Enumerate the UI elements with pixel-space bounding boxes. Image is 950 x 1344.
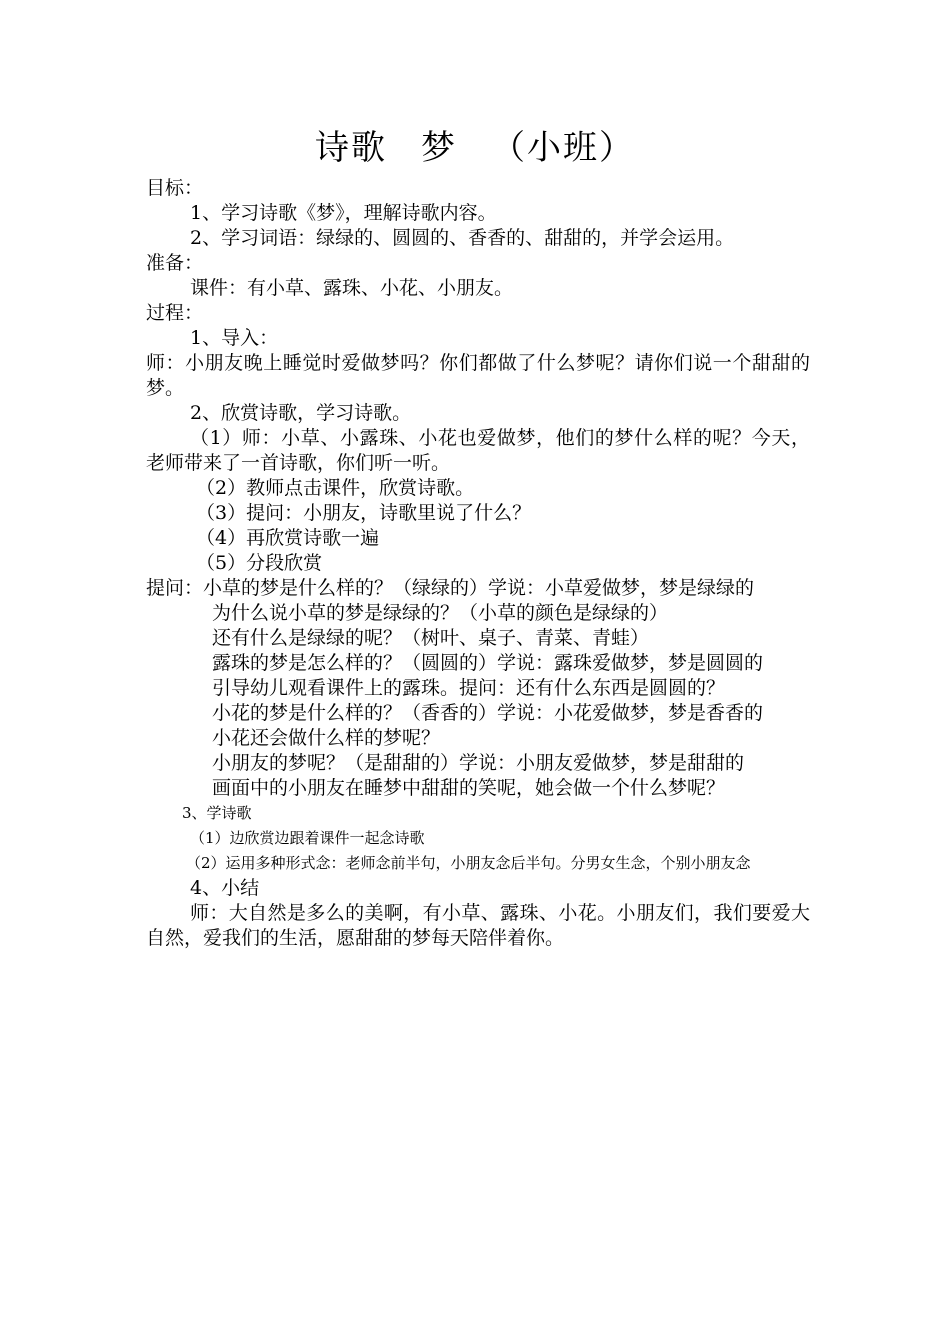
title-word: 梦: [421, 128, 457, 168]
step-2-item-3: （3）提问：小朋友，诗歌里说了什么？: [196, 502, 532, 524]
step-4-heading: 4、小结: [190, 877, 260, 899]
step-2-item-4: （4）再欣赏诗歌一遍: [196, 527, 380, 549]
question-flower-more: 小花还会做什么样的梦呢？: [212, 727, 441, 749]
title-grade: （小班）: [491, 128, 635, 168]
prep-heading: 准备：: [146, 252, 204, 274]
question-dew-guide: 引导幼儿观看课件上的露珠。提问：还有什么东西是圆圆的？: [212, 677, 726, 699]
goal-item-2: 2、学习词语：绿绿的、圆圆的、香香的、甜甜的，并学会运用。: [190, 227, 735, 249]
prep-item-1: 课件：有小草、露珠、小花、小朋友。: [190, 277, 514, 299]
document-body: [146, 176, 810, 951]
goal-heading: 目标：: [146, 177, 204, 199]
step-3-item-2-text: （2）运用多种形式念：老师念前半句，小朋友念后半句。分男女生念，个别小朋友念: [186, 854, 751, 872]
step-3-item-1: （1）边欣赏边跟着课件一起念诗歌: [190, 829, 425, 847]
step-2-item-1: [146, 426, 810, 476]
step-3-item-2: [146, 851, 810, 876]
question-grass: 提问：小草的梦是什么样的？（绿绿的）学说：小草爱做梦，梦是绿绿的: [146, 577, 755, 599]
step-1-heading: 1、导入：: [190, 327, 279, 349]
step-2-item-5: （5）分段欣赏: [196, 552, 323, 574]
page-title: [0, 126, 950, 170]
question-green-more: 还有什么是绿绿的呢？（树叶、桌子、青菜、青蛙）: [212, 627, 650, 649]
question-flower-text: 小花的梦是什么样的？（香香的）学说：小花爱做梦，梦是香香的: [212, 702, 764, 724]
goal-item-1: 1、学习诗歌《梦》，理解诗歌内容。: [190, 202, 497, 224]
question-dew: [146, 651, 810, 676]
step-1-text: 师：小朋友晚上睡觉时爱做梦吗？你们都做了什么梦呢？请你们说一个甜甜的梦。: [146, 352, 810, 399]
question-kid-picture: 画面中的小朋友在睡梦中甜甜的笑呢，她会做一个什么梦呢？: [212, 777, 726, 799]
question-grass-why: 为什么说小草的梦是绿绿的？（小草的颜色是绿绿的）: [212, 602, 669, 624]
question-dew-text: 露珠的梦是怎么样的？（圆圆的）学说：露珠爱做梦，梦是圆圆的: [212, 652, 764, 674]
summary: [146, 901, 810, 951]
summary-text: 师：大自然是多么的美啊，有小草、露珠、小花。小朋友们，我们要爱大自然，爱我们的生活，愿甜甜的梦每天陪伴着你。: [146, 902, 810, 949]
step-3-heading: 3、学诗歌: [182, 804, 252, 822]
question-kid: 小朋友的梦呢？（是甜甜的）学说：小朋友爱做梦，梦是甜甜的: [212, 752, 745, 774]
step-2-heading: 2、欣赏诗歌，学习诗歌。: [190, 402, 412, 424]
title-main: 诗歌: [315, 128, 387, 168]
step-2-item-2: （2）教师点击课件，欣赏诗歌。: [196, 477, 475, 499]
step-2-item-1-text: （1）师：小草、小露珠、小花也爱做梦，他们的梦什么样的呢？今天，老师带来了一首诗歌，你们听一听。: [146, 427, 810, 474]
question-flower: [146, 701, 810, 726]
process-heading: 过程：: [146, 302, 204, 324]
